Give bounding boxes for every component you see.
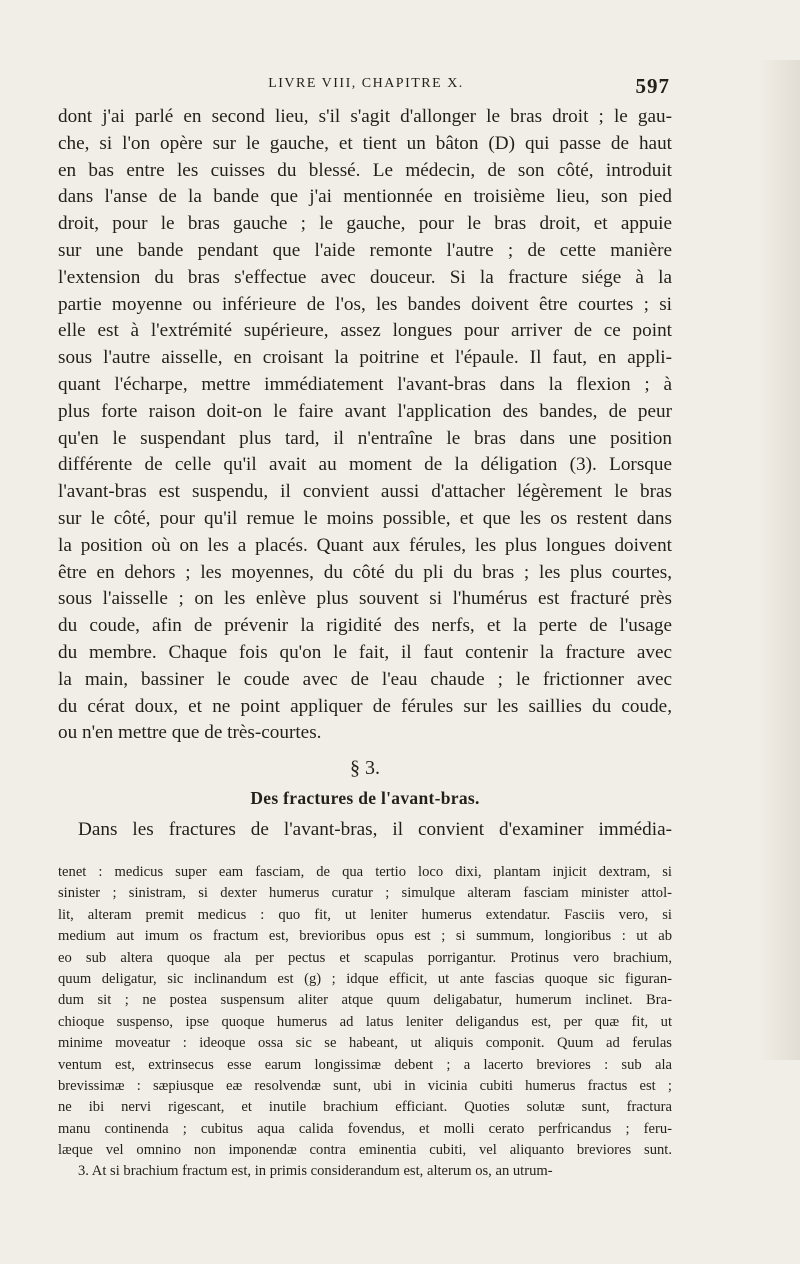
text-line: droit, pour le bras gauche ; le gauche, pour le bras droit, et appuie xyxy=(58,213,672,235)
running-title: LIVRE VIII, CHAPITRE X. xyxy=(268,76,464,91)
note-line: eo sub altera quoque ala per pectus et scapulas porrigantur. Protinus vero brachium, xyxy=(58,949,672,966)
text-line: être en dehors ; les moyennes, du côté du pli du bras ; les plus courtes, xyxy=(58,561,672,583)
page-header xyxy=(60,76,672,100)
text-line: quant l'écharpe, mettre immédiatement l'avant-bras dans la flexion ; à xyxy=(58,373,672,395)
note-line: chioque suspenso, ipse quoque humerus ad latus leniter deligandus est, per quæ fit, ut xyxy=(58,1013,672,1030)
text-line: che, si l'on opère sur le gauche, et tient un bâton (D) qui passe de haut xyxy=(58,132,672,154)
text-line: elle est à l'extrémité supérieure, assez longues pour arriver de ce point xyxy=(58,320,672,342)
note-line: manu continenda ; cubitus aqua calida fovendus, et molli cerato perfricandus ; feru- xyxy=(58,1120,672,1137)
bleed-through-shadow xyxy=(758,60,800,1060)
text-line: qu'en le suspendant plus tard, il n'entraîne le bras dans une position xyxy=(58,427,672,449)
note-line: minime moveatur : ideoque ossa sic se habeant, ut aliquis componit. Quum ad ferulas xyxy=(58,1035,672,1052)
note-line: dum sit ; ne postea suspensum aliter atque quum deligabatur, humerum inclinet. Bra- xyxy=(58,992,672,1009)
note-line: ne ibi nervi rigescant, et inutile brachium efficiant. Quoties solutæ sunt, fractura xyxy=(58,1099,672,1116)
note-line: quum deligatur, sic inclinandum est (g) ; idque efficit, ut ante fascias quoque sic figuran- xyxy=(58,970,672,987)
text-line: l'extension du bras s'effectue avec douceur. Si la fracture siége à la xyxy=(58,266,672,288)
text-line: sous l'aisselle ; on les enlève plus souvent si l'humérus est fracturé près xyxy=(58,588,672,610)
text-line: différente de celle qu'il avait au moment de la déligation (3). Lorsque xyxy=(58,454,672,476)
text-line: dont j'ai parlé en second lieu, s'il s'agit d'allonger le bras droit ; le gau- xyxy=(58,106,672,127)
text-line: du coude, afin de prévenir la rigidité des nerfs, et la perte de l'usage xyxy=(58,615,672,637)
text-line: sous l'autre aisselle, en croisant la poitrine et l'épaule. Il faut, en appli- xyxy=(58,347,672,369)
section-title: Des fractures de l'avant-bras. xyxy=(250,788,480,808)
text-line: la position où on les a placés. Quant aux férules, les plus longues doivent xyxy=(58,534,672,556)
note-line: tenet : medicus super eam fasciam, de qua tertio loco dixi, plantam injicit dextram, si xyxy=(58,864,672,880)
note-line: brevissimæ : sæpiusque eæ resolvendæ sunt, ubi in vicinia cubiti humerus fractus est ; xyxy=(58,1077,672,1094)
note-line: læque vel omnino non imponendæ contra eminentia cubiti, vel aliquanto breviores sunt. xyxy=(58,1142,672,1159)
page-number: 597 xyxy=(635,74,670,98)
text-line: en bas entre les cuisses du blessé. Le médecin, de son côté, introduit xyxy=(58,159,672,181)
text-line: sur le côté, pour qu'il remue le moins possible, et que les os restent dans xyxy=(58,507,672,529)
main-text xyxy=(58,104,672,747)
section-number: § 3. xyxy=(350,757,380,779)
section-first-line: Dans les fractures de l'avant-bras, il convient d'examiner immédia- xyxy=(78,819,672,840)
note-line: 3. At si brachium fractum est, in primis considerandum est, alterum os, an utrum- xyxy=(78,1163,553,1180)
text-line: dans l'anse de la bande que j'ai mentionnée en troisième lieu, son pied xyxy=(58,186,672,208)
text-line: la main, bassiner le coude avec de l'eau chaude ; le frictionner avec xyxy=(58,668,672,690)
note-line: sinister ; sinistram, si dexter humerus curatur ; simulque alteram fasciam minister attol- xyxy=(58,885,672,902)
latin-footnotes xyxy=(58,862,672,1183)
text-line: sur une bande pendant que l'aide remonte l'autre ; de cette manière xyxy=(58,239,672,261)
note-line: lit, alteram premit medicus : quo fit, ut leniter humerus extendatur. Fasciis vero, si xyxy=(58,906,672,923)
note-line: ventum est, extrinsecus esse earum longissimæ debent ; a lacerto breviores : sub ala xyxy=(58,1056,672,1073)
text-line: l'avant-bras est suspendu, il convient aussi d'attacher légèrement le bras xyxy=(58,481,672,503)
text-line: du membre. Chaque fois qu'on le fait, il faut contenir la fracture avec xyxy=(58,641,672,663)
text-line: du cérat doux, et ne point appliquer de férules sur les saillies du coude, xyxy=(58,695,672,717)
note-line: medium aut imum os fractum est, brevioribus opus est ; si summum, longioribus : ut ab xyxy=(58,928,672,945)
text-line: plus forte raison doit-on le faire avant l'application des bandes, de peur xyxy=(58,400,672,422)
text-line: ou n'en mettre que de très-courtes. xyxy=(58,722,322,744)
text-line: partie moyenne ou inférieure de l'os, les bandes doivent être courtes ; si xyxy=(58,293,672,315)
